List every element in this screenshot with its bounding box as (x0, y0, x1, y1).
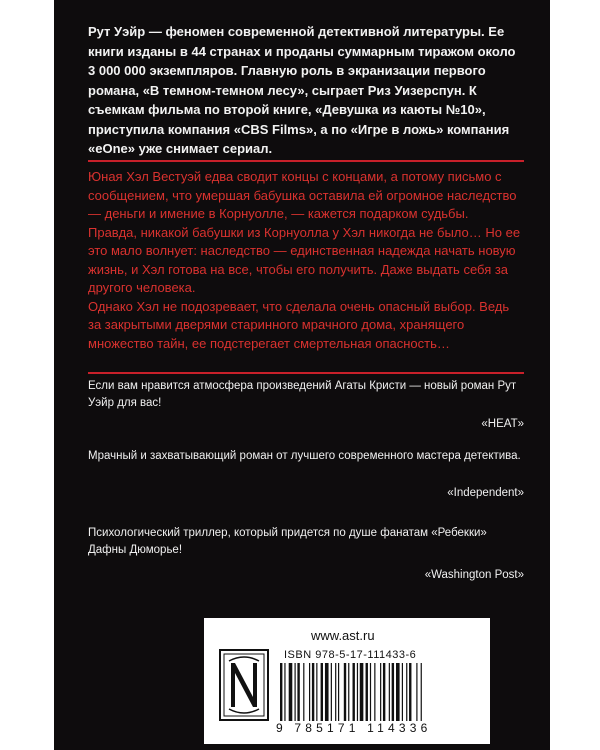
review-quote: Если вам нравится атмосфера произведений Агаты Кристи — новый роман Рут Уэйр для вас! (88, 380, 517, 409)
red-divider-top (88, 160, 524, 162)
review-source: «Independent» (447, 487, 524, 499)
isbn-number: ISBN 978-5-17-111433-6 (284, 649, 417, 661)
review-quote: Психологический триллер, который придется по душе фанатам «Ребекки» Дафны Дюморье! (88, 527, 487, 556)
publisher-website: www.ast.ru (311, 628, 375, 643)
synopsis-paragraph: Юная Хэл Вестуэй едва сводит концы с концами, а потому письмо с сообщением, что умершая бабушка оставила ей огромное наследство — деньги и имение в Корнуолле, — кажется подарком судьбы. (88, 169, 517, 221)
review-source: «Washington Post» (424, 569, 524, 581)
review-source: «HEAT» (481, 418, 524, 430)
synopsis (88, 168, 524, 353)
back-cover (54, 0, 550, 750)
synopsis-paragraph: Однако Хэл не подозревает, что сделала очень опасный выбор. Ведь за закрытыми дверями старинного мрачного дома, хранящего множество тайн, ее подстерегает смертельная опасность… (88, 298, 510, 351)
barcode-icon (278, 663, 468, 721)
red-divider-bottom (88, 372, 524, 374)
author-bio: Рут Уэйр — феномен современной детективной литературы. Ее книги изданы в 44 странах и проданы суммарным тиражом около 3 000 000 экземпляров. Главную роль в экранизации первого романа, «В темном-темном лесу», сыграет Риз Уизерспун. К съемкам фильма по второй книге, «Девушка из каюты №10», приступила компания «CBS Films», а по «Игре в ложь» компания «eOne» уже снимает сериал. (88, 24, 516, 156)
barcode-digits: 9 785171 114336 (276, 721, 432, 735)
barcode-panel (204, 618, 490, 744)
publisher-logo-icon (219, 649, 269, 721)
synopsis-paragraph: Правда, никакой бабушки из Корнуолла у Хэл никогда не было… Но ее это мало волнует: наследство — единственная надежда начать новую жизнь, и Хэл готова на все, чтобы его получить. Даже выдать себя за другого человека. (88, 224, 521, 295)
review-quote: Мрачный и захватывающий роман от лучшего современного мастера детектива. (88, 450, 521, 462)
